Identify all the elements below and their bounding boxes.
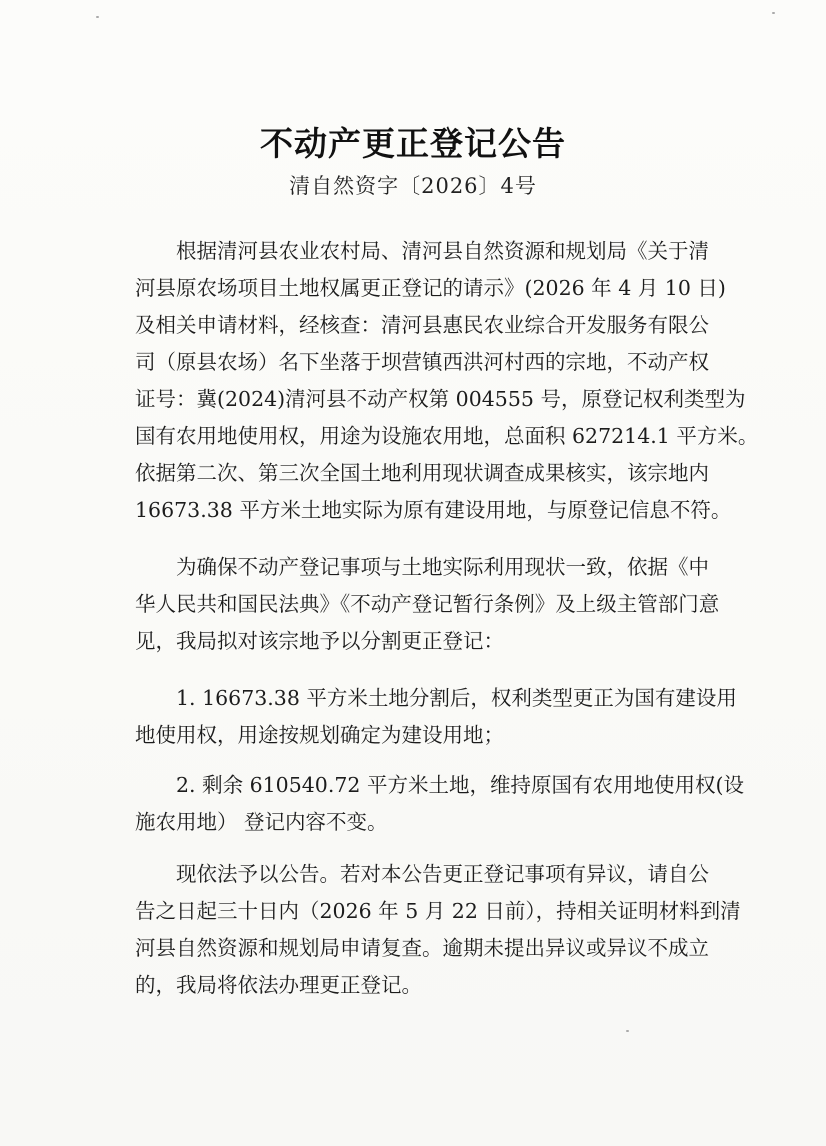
paragraph-1-line-6: 国有农用地使用权，用途为设施农用地，总面积 627214.1 平方米。	[135, 424, 759, 448]
document-number: 清自然资字〔2026〕4号	[289, 174, 537, 198]
paragraph-1-line-3: 及相关申请材料，经核查：清河县惠民农业综合开发服务有限公	[135, 313, 709, 337]
scan-speck	[96, 16, 99, 18]
item-1-line-1: 1. 16673.38 平方米土地分割后，权利类型更正为国有建设用	[176, 686, 737, 710]
paragraph-3-line-1: 现依法予以公告。若对本公告更正登记事项有异议，请自公	[176, 862, 709, 886]
paragraph-1-line-4: 司（原县农场）名下坐落于坝营镇西洪河村西的宗地，不动产权	[135, 350, 709, 374]
scan-speck	[626, 1030, 629, 1032]
paragraph-2-line-2: 华人民共和国民法典》《不动产登记暂行条例》及上级主管部门意	[135, 592, 720, 616]
scan-speck	[772, 12, 775, 14]
paragraph-2-line-3: 见，我局拟对该宗地予以分割更正登记：	[135, 629, 504, 653]
paragraph-3-line-4: 的，我局将依法办理更正登记。	[135, 973, 422, 997]
item-2-line-2: 施农用地） 登记内容不变。	[135, 810, 388, 834]
item-2-line-1: 2. 剩余 610540.72 平方米土地，维持原国有农用地使用权(设	[176, 773, 744, 797]
paragraph-1-line-8: 16673.38 平方米土地实际为原有建设用地，与原登记信息不符。	[135, 498, 732, 522]
paragraph-3-line-3: 河县自然资源和规划局申请复查。逾期未提出异议或异议不成立	[135, 936, 709, 960]
paragraph-2-line-1: 为确保不动产登记事项与土地实际利用现状一致，依据《中	[176, 555, 709, 579]
paragraph-1-line-2: 河县原农场项目土地权属更正登记的请示》(2026 年 4 月 10 日)	[135, 276, 726, 300]
paragraph-1-line-1: 根据清河县农业农村局、清河县自然资源和规划局《关于清	[176, 239, 709, 263]
paragraph-1-line-5: 证号：冀(2024)清河县不动产权第 004555 号，原登记权利类型为	[135, 387, 746, 411]
item-1-line-2: 地使用权，用途按规划确定为建设用地；	[135, 723, 504, 747]
paragraph-3-line-2: 告之日起三十日内（2026 年 5 月 22 日前），持相关证明材料到清	[135, 899, 741, 923]
document-title: 不动产更正登记公告	[260, 124, 566, 163]
paragraph-1-line-7: 依据第二次、第三次全国土地利用现状调查成果核实，该宗地内	[135, 461, 709, 485]
